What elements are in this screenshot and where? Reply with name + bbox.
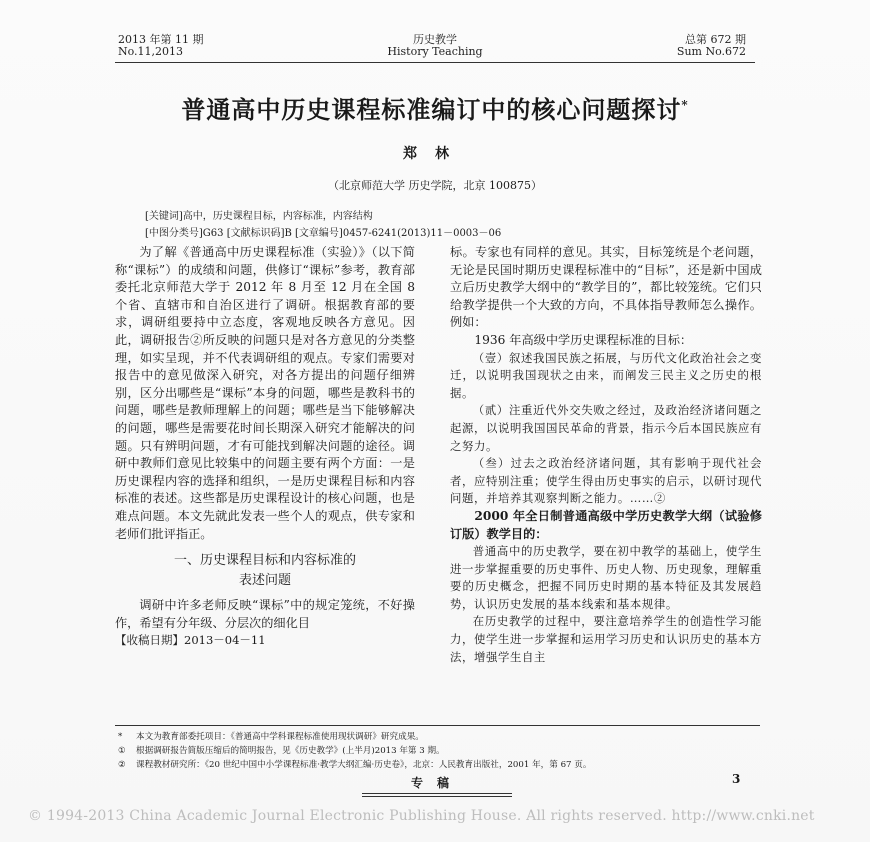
title-footnote-mark: * — [681, 98, 689, 112]
right-column — [450, 244, 762, 666]
keywords: [关键词]高中，历史课程目标，内容标准，内容结构 — [145, 211, 373, 222]
classification: [中图分类号]G63 [文献标识码]B [文章编号]0457-6241(2013)11－0003－06 — [145, 228, 502, 239]
footnote-1-mark: * — [118, 732, 123, 742]
article-title — [115, 90, 755, 125]
header-journal — [360, 34, 510, 58]
header-issue — [118, 34, 203, 58]
header-sum-en: Sum No.672 — [676, 45, 746, 58]
received-date: 【收稿日期】2013－04－11 — [115, 633, 266, 648]
quote-4: 普通高中的历史教学，要在初中教学的基础上，使学生进一步掌握重要的历史事件、历史人物、历史现象，理解重要的历史概念，把握不同历史时期的基本特征及其发展趋势，认识历史发展的基本线索和基本规律。 — [450, 544, 762, 611]
footnote-1 — [118, 731, 424, 743]
footnote-2-mark: ① — [118, 746, 126, 756]
header-sum-cn: 总第 672 期 — [685, 33, 746, 46]
header-rule — [115, 62, 755, 63]
page-number: 3 — [732, 772, 741, 786]
footnote-3-mark: ② — [118, 760, 126, 770]
author: 郑林 — [403, 146, 467, 162]
header-issue-cn: 2013 年第 11 期 — [118, 33, 204, 46]
quote-3: （叁）过去之政治经济诸问题，其有影响于现代社会者，应特别注重；使学生得由历史事实的启示，以研讨现代问题，并培养其观察判断之能力。……② — [450, 456, 762, 506]
footnote-rule — [115, 725, 760, 726]
right-paragraph-2: 1936 年高级中学历史课程标准的目标： — [474, 332, 693, 347]
intro-paragraph: 为了解《普通高中历史课程标准（实验）》（以下简称“课标”）的成绩和问题，供修订“课标”参考，教育部委托北京师范大学于 2012 年 8 月至 12 月在全国 8 个省、直辖市和自治区进行了调研。根据教育部的要求，调研组要持中立态度，客观地反映各方意见。因此，调研报告②所反映的问题只是对各方意见的分类整理，如实呈现，并不代表调研组的观点。专家们需要对报告中的意见做深入研究，对各方提出的问题仔细辨别，区分出哪些是“课标”本身的问题，哪些是教科书的问题，哪些是教师理解上的问题；哪些是当下能够解决的问题，哪些是需要花时间长期深入研究才能解决的问题。只有辨明问题，才有可能找到解决问题的途径。调研中教师们意见比较集中的问题主要有两个方面：一是历史课程内容的选择和组织，一是历史课程目标和内容标准的表述。这些都是历史课程设计的核心问题，也是难点问题。本文先就此发表一些个人的观点，供专家和老师们批评指正。 — [115, 245, 415, 541]
footnote-2-text: 根据调研报告简版压缩后的简明报告，见《历史教学》(上半月)2013 年第 3 期。 — [136, 746, 445, 756]
right-paragraph-1: 标。专家也有同样的意见。其实，目标笼统是个老问题，无论是民国时期历史课程标准中的“目标”，还是新中国成立后历史教学大纲中的“教学目的”，都比较笼统。它们只给教学提供一个大致的方向，不具体指导教师怎么操作。例如： — [450, 245, 762, 330]
footnote-3-text: 课程教材研究所：《20 世纪中国中小学课程标准·教学大纲汇编·历史卷》，北京：人民教育出版社，2001 年，第 67 页。 — [136, 760, 592, 770]
header-sum — [677, 34, 746, 58]
footnote-2 — [118, 745, 445, 757]
column-label-rule — [362, 793, 512, 797]
footnote-3 — [118, 759, 591, 771]
header-issue-en: No.11,2013 — [118, 45, 184, 58]
section-paragraph: 调研中许多老师反映“课标”中的规定笼统，不好操作，希望有分年级、分层次的细化目 — [115, 598, 415, 630]
quote-5: 在历史教学的过程中，要注意培养学生的创造性学习能力，使学生进一步掌握和运用学习历史和认识历史的基本方法，增强学生自主 — [450, 614, 762, 664]
left-column — [115, 244, 415, 650]
header-journal-cn: 历史教学 — [413, 33, 457, 46]
section-heading-line1: 一、历史课程目标和内容标准的 — [173, 553, 356, 569]
copyright-watermark: © 1994-2013 China Academic Journal Electronic Publishing House. All rights reserved. http://www.cnki.net — [28, 808, 815, 824]
affiliation: （北京师范大学 历史学院，北京 100875） — [328, 179, 542, 192]
section-heading-line2: 表述问题 — [238, 573, 291, 589]
article-title-text: 普通高中历史课程标准编订中的核心问题探讨 — [181, 95, 682, 124]
right-paragraph-3: 2000 年全日制普通高级中学历史教学大纲（试验修订版）教学目的： — [450, 508, 762, 541]
column-label: 专稿 — [410, 776, 463, 790]
quote-2: （贰）注重近代外交失败之经过，及政治经济诸问题之起源，以说明我国国民革命的背景，指示今后本国民族应有之努力。 — [450, 403, 762, 453]
footnote-1-text: 本文为教育部委托项目：《普通高中学科课程标准使用现状调研》研究成果。 — [136, 732, 424, 742]
section-heading — [115, 551, 415, 591]
quote-1: （壹）叙述我国民族之拓展，与历代文化政治社会之变迁，以说明我国现状之由来，而阐发三民主义之历史的根据。 — [450, 350, 762, 400]
header-journal-en: History Teaching — [387, 45, 483, 58]
